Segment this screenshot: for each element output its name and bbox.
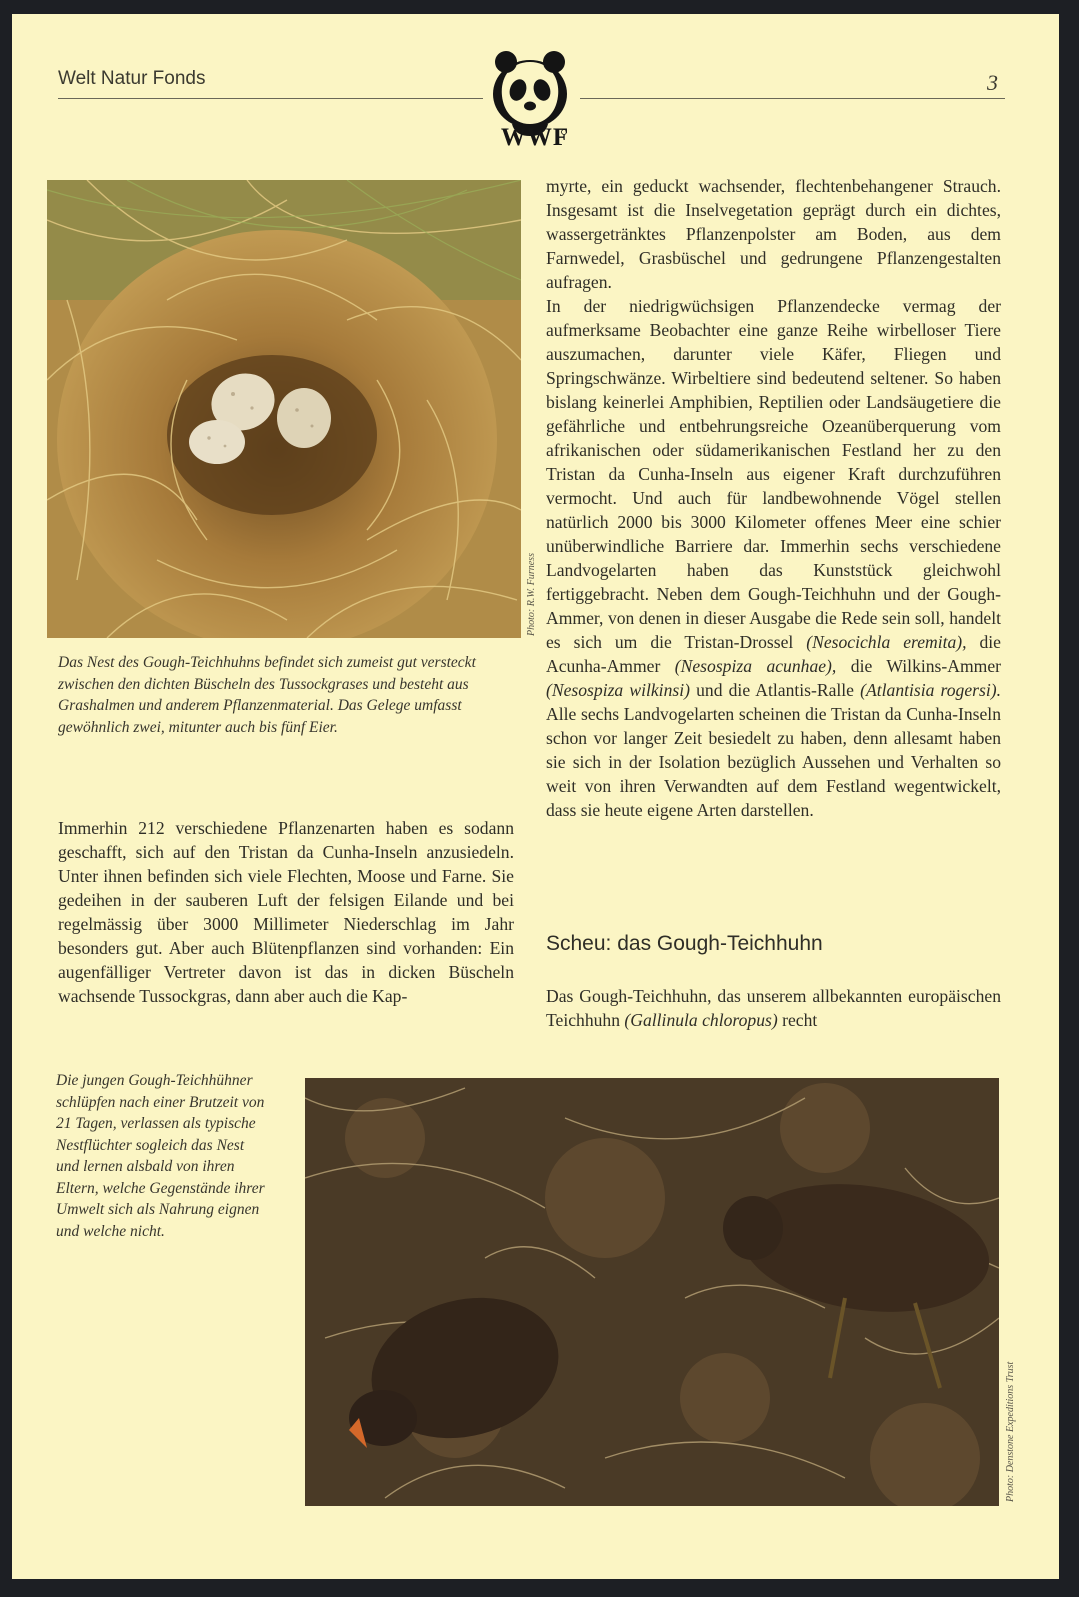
section-heading: Scheu: das Gough-Teichhuhn: [546, 932, 823, 955]
document-page: [12, 14, 1059, 1579]
body-paragraph: In der niedrigwüchsigen Pflanzendecke vermag der aufmerksame Beobachter eine ganze Reihe wirbelloser Tiere auszumachen, darunter viele Käfer, Fliegen und Springschwänze. Wirbeltiere sind bedeutend seltener. So haben bislang keinerlei Amphibien, Reptilien oder Landsäugetiere die gefährliche und entbehrungsreiche Ozeanüberquerung vom afrikanischen oder südamerikanischen Festland her zu den Tristan da Cunha-Inseln aus eigener Kraft durchzuführen vermocht. Und auch für landbewohnende Vögel stellen natürlich 2000 bis 3000 Kilometer offenes Meer eine schier unüberwindliche Barriere dar. Immerhin sechs verschiedene Landvogelarten haben das Kunststück gleichwohl fertiggebracht. Neben dem Gough-Teichhuhn und der Gough-Ammer, von denen in dieser Ausgabe die Rede sein soll, handelt es sich um die Tristan-Drossel (Nesocichla eremita), die Acunha-Ammer (Nesospiza acunhae), die Wilkins-Ammer (Nesospiza wilkinsi) und die Atlantis-Ralle (Atlantisia rogersi). Alle sechs Landvogelarten scheinen die Tristan da Cunha-Inseln schon vor langer Zeit besiedelt zu haben, denn allesamt haben sie sich in der Isolation bezüglich Aussehen und Verhalten so weit von ihren Verwandten auf dem Festland wegentwickelt, dass sie heute eigene Arten darstellen.: [546, 296, 1001, 820]
header-org-name: Welt Natur Fonds: [58, 68, 206, 89]
page-number: 3: [987, 70, 998, 95]
body-paragraph: myrte, ein geduckt wachsender, flechtenbehangener Strauch. Insgesamt ist die Inselvegetation geprägt durch ein dichtes, wassergetränktes Pflanzenpolster am Boden, aus dem Farnwedel, Grasbüschel und gedrungene Pflanzengestalten aufragen.: [546, 176, 1001, 292]
body-paragraph: Immerhin 212 verschiedene Pflanzenarten haben es sodann geschafft, sich auf den Tristan da Cunha-Inseln anzusiedeln. Unter ihnen befinden sich viele Flechten, Moose und Farne. Sie gedeihen in der sauberen Luft der felsigen Eilande und bei regelmässig über 3000 Millimeter Niederschlag im Jahr besonders gut. Aber auch Blütenpflanzen sind vorhanden: Ein augenfälliger Vertreter davon ist das in dicken Büscheln wachsende Tussockgras, dann aber auch die Kap-: [58, 818, 514, 1006]
header-rule-right: [580, 98, 1005, 99]
body-text-right: [546, 174, 1001, 822]
wwf-logo-text: WWF: [500, 124, 570, 151]
header-rule-left: [58, 98, 483, 99]
species-name: (Atlantisia rogersi).: [860, 680, 1001, 700]
species-name: (Nesospiza wilkinsi): [546, 680, 690, 700]
species-name: (Nesospiza acunhae),: [674, 656, 837, 676]
chicks-photo-caption: Die jungen Gough-Teichhühner schlüpfen nach einer Brutzeit von 21 Tagen, verlassen als typische Nestflüchter sogleich das Nest und lernen alsbald von ihren Eltern, welche Gegenstände ihrer Umwelt sich als Nahrung eignen und welche nicht.: [56, 1072, 265, 1240]
chicks-photo-credit: Photo: Denstone Expeditions Trust: [1005, 1361, 1016, 1502]
species-name: (Nesocichla eremita),: [806, 632, 967, 652]
nest-photo-credit: Photo: R.W. Furness: [526, 553, 537, 636]
nest-photo-caption: Das Nest des Gough-Teichhuhns befindet sich zumeist gut versteckt zwischen den dichten Büscheln des Tussockgrases und besteht aus Grashalmen und anderem Pflanzenmaterial. Das Gelege umfasst gewöhnlich zwei, mitunter auch bis fünf Eier.: [58, 654, 476, 736]
nest-photo: [47, 180, 521, 638]
body-paragraph: Das Gough-Teichhuhn, das unserem allbekannten europäischen Teichhuhn (Gallinula chloropus) recht: [546, 986, 1001, 1030]
body-text-right-section: [546, 984, 1001, 1032]
species-name: (Gallinula chloropus): [624, 1010, 778, 1030]
body-text-left: [58, 816, 514, 1008]
chicks-photo: [305, 1078, 999, 1506]
